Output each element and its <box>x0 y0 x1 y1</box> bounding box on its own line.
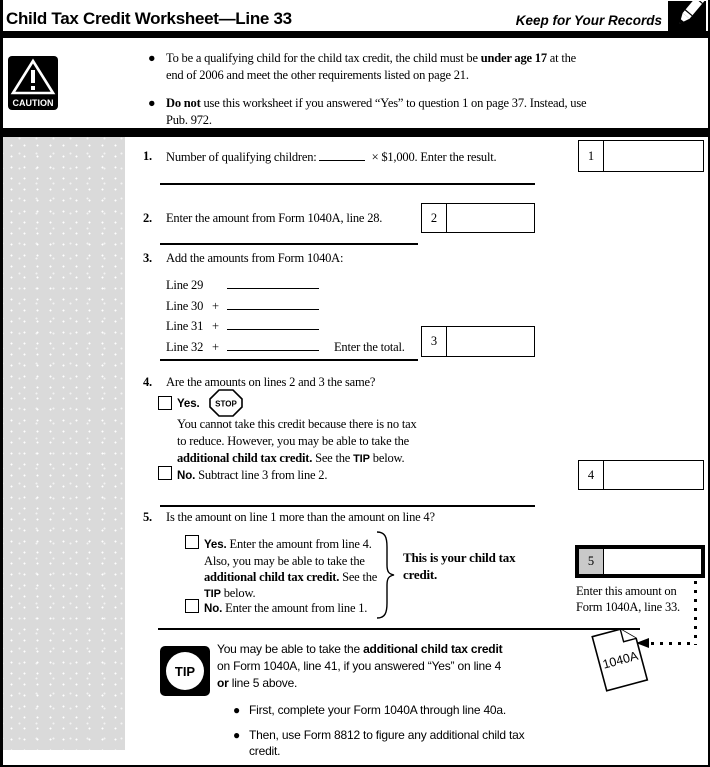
item3-row-line30 <box>166 297 319 314</box>
line30-amount-blank[interactable] <box>227 297 319 310</box>
line2-amount-value[interactable] <box>447 204 534 232</box>
item4-yes-checkbox[interactable] <box>158 396 172 410</box>
row-operator: + <box>212 299 219 313</box>
tip-text: You may be able to take the additional child tax credit on Form 1040A, line 41, if you answered “Yes” on line 4 or line 5 above. <box>217 642 503 690</box>
stop-icon <box>209 389 243 417</box>
item4-no-text: No. Subtract line 3 from line 2. <box>177 468 328 482</box>
row-label: Line 31 <box>166 319 204 333</box>
row-operator: + <box>212 340 219 354</box>
row-label: Line 32 <box>166 340 204 354</box>
item2-number: 2. <box>143 211 152 225</box>
stop-icon-label: STOP <box>215 399 237 409</box>
line5-box-number: 5 <box>579 549 604 574</box>
row-label: Line 30 <box>166 299 204 313</box>
item4-no-checkbox[interactable] <box>158 466 172 480</box>
doc-icon-label: 1040A <box>601 648 640 672</box>
line2-box-number: 2 <box>422 204 447 232</box>
item5-no-text: No. Enter the amount from line 1. <box>204 601 368 615</box>
item4-yes-text: You cannot take this credit because there is no tax to reduce. However, you may be able to take the additional child tax credit. See the TIP below. <box>177 417 417 465</box>
bullet-icon: ● <box>148 96 156 110</box>
pencil-icon <box>668 1 706 31</box>
item3-row-line29 <box>166 276 319 293</box>
row-label: Line 29 <box>166 278 204 292</box>
page-title: Child Tax Credit Worksheet—Line 33 <box>6 9 292 28</box>
dotted-connector-vertical <box>694 581 697 645</box>
item4-yes-label: Yes. <box>177 398 200 410</box>
keep-for-records-label: Keep for Your Records <box>515 13 662 28</box>
line5-amount-value[interactable] <box>604 549 701 574</box>
line1-box-number: 1 <box>579 141 604 171</box>
item2-text: Enter the amount from Form 1040A, line 28. <box>166 211 383 225</box>
item5-number: 5. <box>143 510 152 524</box>
item4-question: Are the amounts on lines 2 and 3 the same? <box>166 375 376 389</box>
bullet-icon: ● <box>233 703 241 717</box>
child-tax-credit-result-label: This is your child tax credit. <box>403 550 516 582</box>
item3-heading: Add the amounts from Form 1040A: <box>166 251 344 265</box>
line4-amount-box[interactable] <box>578 460 704 490</box>
item3-row-line31 <box>166 317 319 334</box>
caution-icon-label: CAUTION <box>12 98 54 108</box>
enter-total-label: Enter the total. <box>334 340 405 354</box>
divider <box>160 183 535 185</box>
left-margin-shading <box>3 137 125 750</box>
enter-on-1040a-note: Enter this amount on Form 1040A, line 33. <box>576 584 680 614</box>
line4-box-number: 4 <box>579 461 604 489</box>
line5-amount-box[interactable] <box>575 545 705 578</box>
line4-amount-value[interactable] <box>604 461 703 489</box>
item5-no-checkbox[interactable] <box>185 599 199 613</box>
item1-number: 1. <box>143 149 152 163</box>
divider <box>160 359 418 361</box>
line3-amount-box[interactable] <box>421 326 535 357</box>
tip-icon-label: TIP <box>174 664 196 679</box>
bullet-icon: ● <box>148 51 156 65</box>
caution-icon <box>8 56 58 110</box>
brace-icon <box>374 530 396 620</box>
divider <box>158 628 640 630</box>
item5-question: Is the amount on line 1 more than the amount on line 4? <box>166 510 435 524</box>
item4-number: 4. <box>143 375 152 389</box>
tip-bullet-2: ● Then, use Form 8812 to figure any additional child tax credit. <box>233 728 525 758</box>
caution-bullet-2: ● Do not use this worksheet if you answered “Yes” to question 1 on page 37. Instead, use Pub. 972. <box>148 96 587 127</box>
header-rule <box>0 31 710 38</box>
item3-number: 3. <box>143 251 152 265</box>
section-rule <box>0 128 710 137</box>
divider <box>160 243 418 245</box>
tip-bullet-1: ● First, complete your Form 1040A through line 40a. <box>233 703 507 717</box>
item1-text: Number of qualifying children: × $1,000. Enter the result. <box>166 150 497 164</box>
caution-bullet-1: ● To be a qualifying child for the child tax credit, the child must be under age 17 at the end of 2006 and meet the other requirements listed on page 21. <box>148 51 577 82</box>
divider <box>160 505 535 507</box>
tip-icon <box>160 646 210 696</box>
line3-amount-value[interactable] <box>447 327 534 356</box>
item5-yes-text: Yes. Enter the amount from line 4. Also, you may be able to take the additional child tax credit. See the TIP below. <box>204 537 378 600</box>
item3-row-line32 <box>166 338 405 355</box>
line1-amount-value[interactable] <box>604 141 703 171</box>
line3-box-number: 3 <box>422 327 447 356</box>
qualifying-children-blank[interactable] <box>319 148 365 161</box>
line2-amount-box[interactable] <box>421 203 535 233</box>
item5-yes-checkbox[interactable] <box>185 535 199 549</box>
row-operator: + <box>212 319 219 333</box>
line31-amount-blank[interactable] <box>227 317 319 330</box>
line32-amount-blank[interactable] <box>227 338 319 351</box>
bullet-icon: ● <box>233 728 241 742</box>
line1-amount-box[interactable] <box>578 140 704 172</box>
line29-amount-blank[interactable] <box>227 276 319 289</box>
